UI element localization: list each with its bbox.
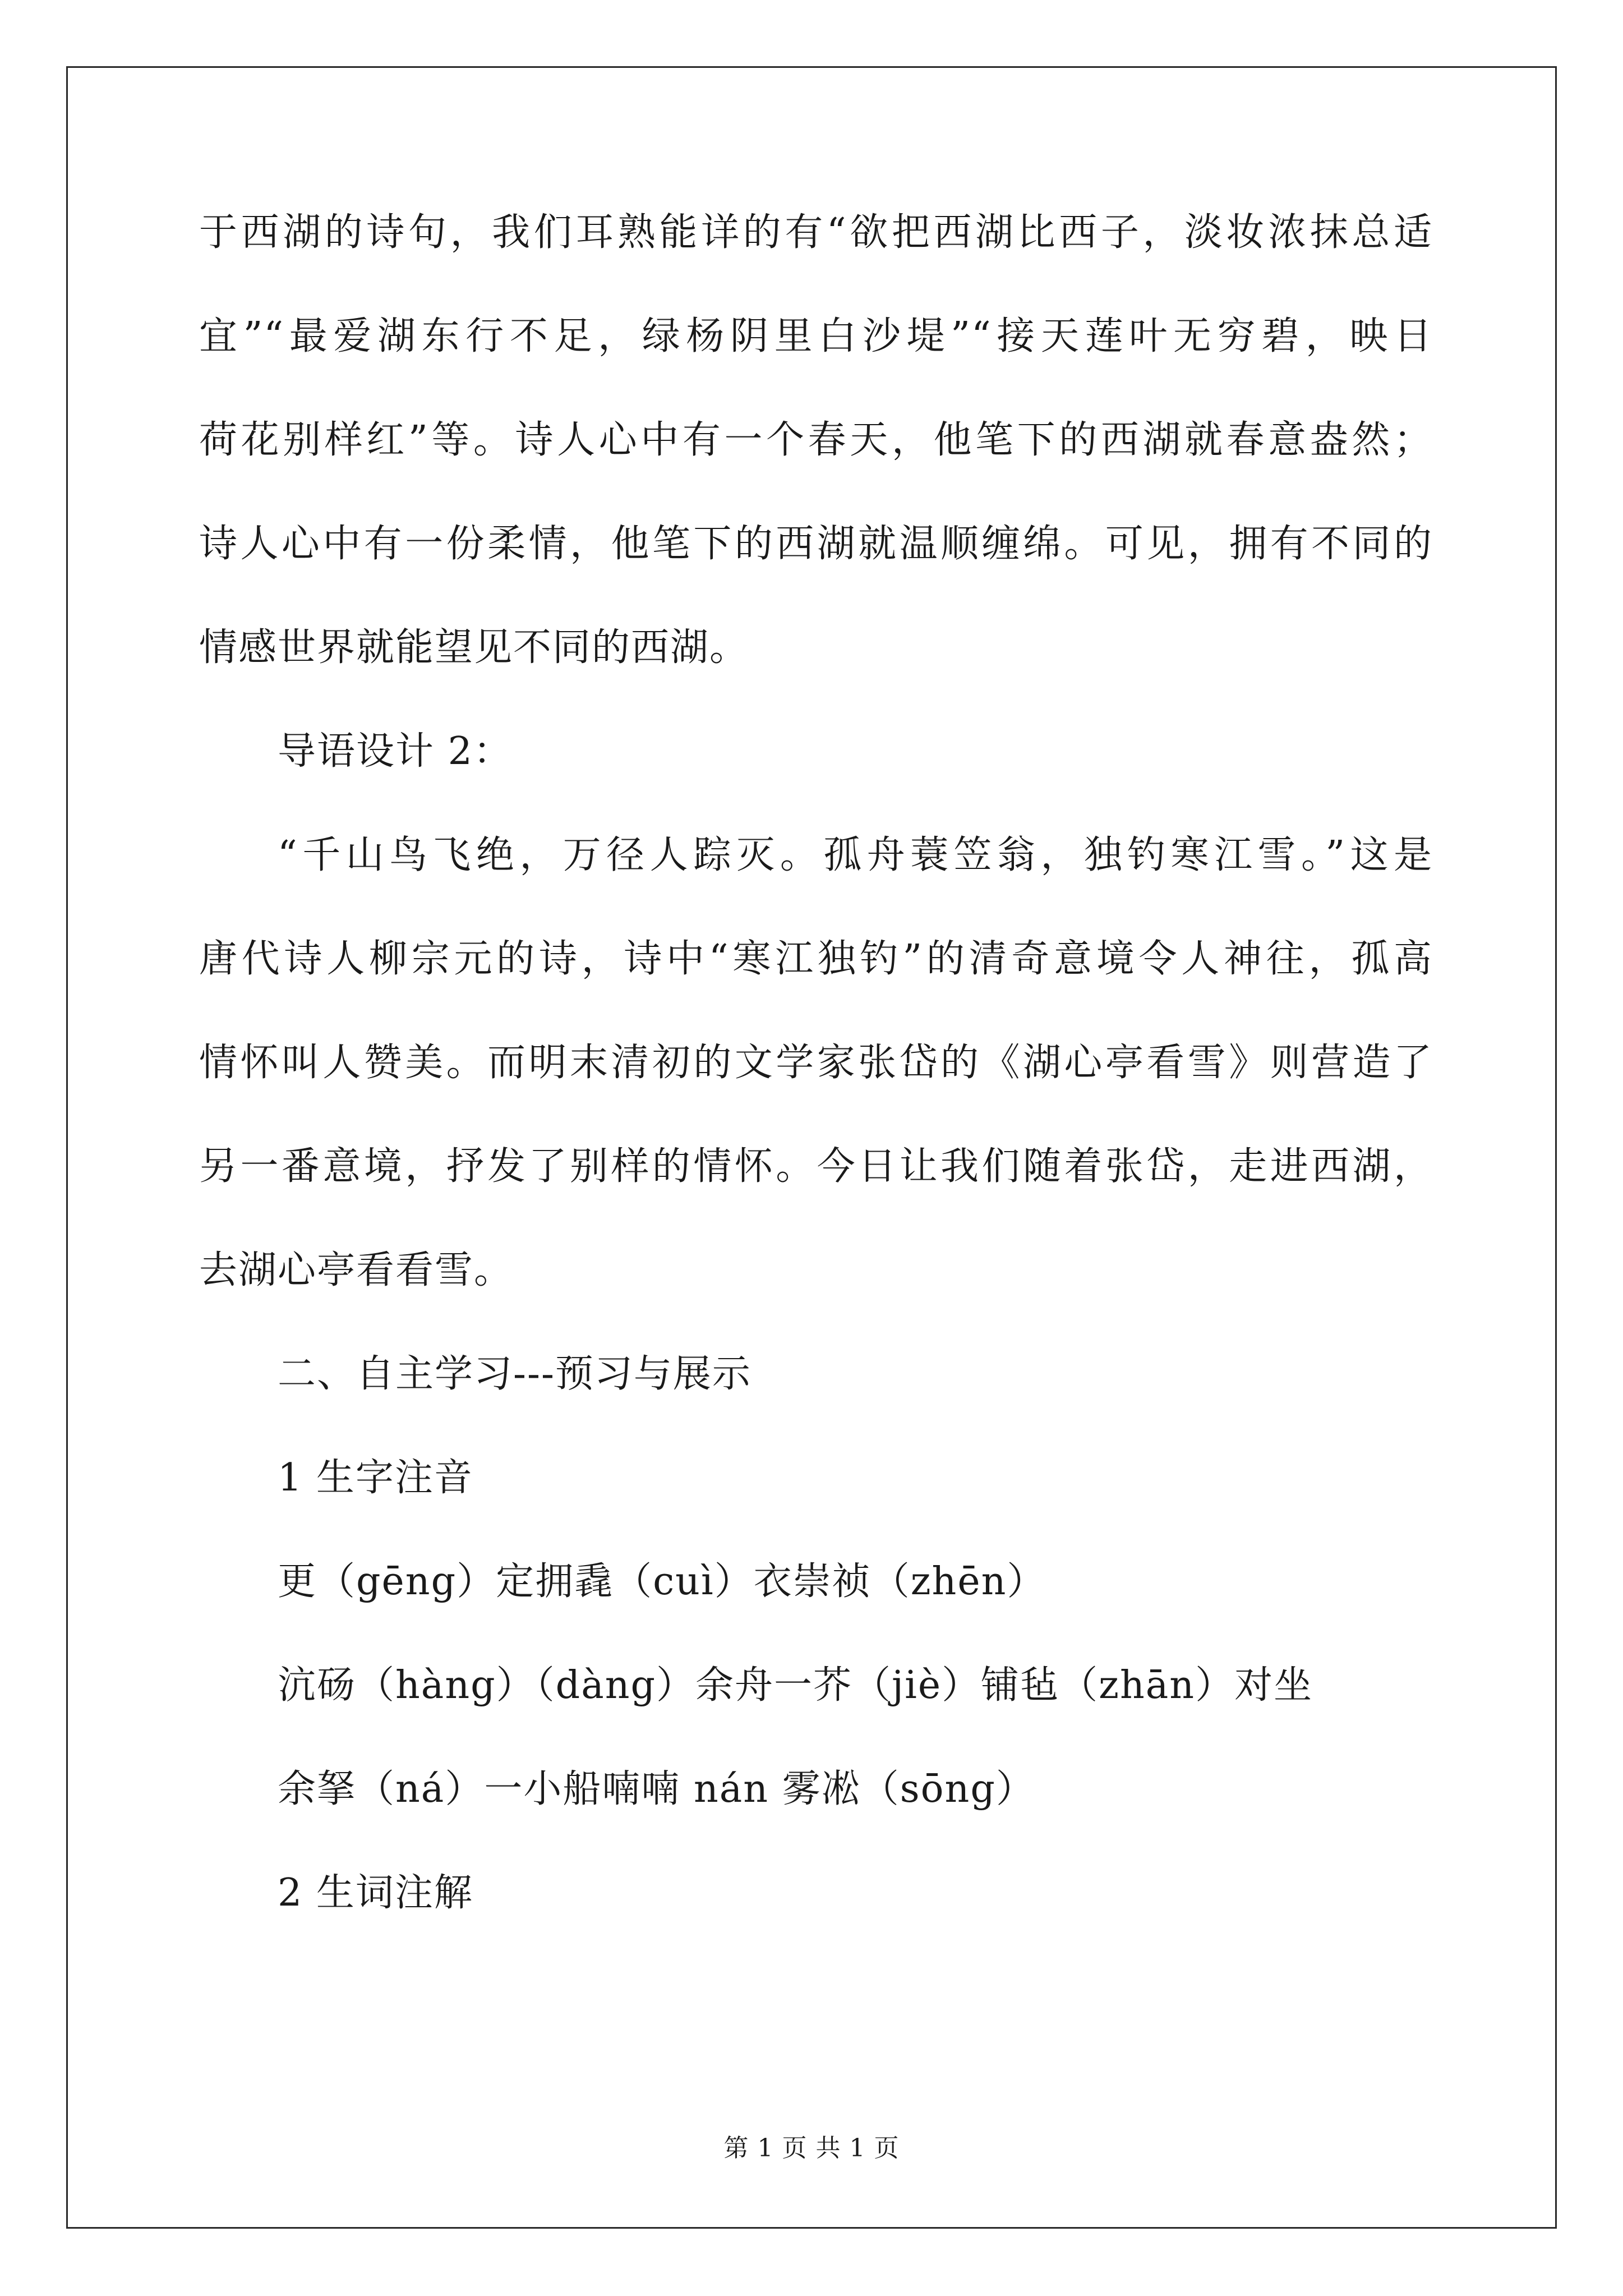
pronunciation-line-1: 更（gēng）定拥毳（cuì）衣崇祯（zhēn） (278, 1559, 1046, 1604)
paragraph-line-2: 宜”“最爱湖东行不足，绿杨阴里白沙堤”“接天莲叶无穷碧，映日 (199, 314, 1433, 358)
paragraph-line-5: 情感世界就能望见不同的西湖。 (199, 625, 749, 670)
subheading-vocabulary: 2 生词注解 (278, 1871, 473, 1915)
poem-paragraph-line-5: 去湖心亭看看雪。 (199, 1248, 514, 1292)
poem-paragraph-line-4: 另一番意境，抒发了别样的情怀。今日让我们随着张岱，走进西湖， (199, 1144, 1433, 1189)
page-footer: 第 1 页 共 1 页 (723, 2134, 900, 2162)
section-heading-intro-2: 导语设计 2： (278, 729, 513, 774)
poem-paragraph-line-1: “千山鸟飞绝，万径人踪灭。孤舟蓑笠翁，独钓寒江雪。”这是 (278, 833, 1433, 877)
subheading-pronunciation: 1 生字注音 (278, 1456, 473, 1500)
pronunciation-line-2: 沆砀（hàng）（dàng）余舟一芥（jiè）铺毡（zhān）对坐 (278, 1663, 1313, 1708)
pronunciation-line-3: 余拏（ná）一小船喃喃 nán 雾凇（sōng） (278, 1767, 1035, 1811)
section-heading-self-study: 二、自主学习---预习与展示 (278, 1352, 751, 1396)
poem-paragraph-line-3: 情怀叫人赞美。而明末清初的文学家张岱的《湖心亭看雪》则营造了 (199, 1041, 1433, 1085)
poem-paragraph-line-2: 唐代诗人柳宗元的诗，诗中“寒江独钓”的清奇意境令人神往，孤高 (199, 937, 1433, 981)
paragraph-line-4: 诗人心中有一份柔情，他笔下的西湖就温顺缠绵。可见，拥有不同的 (199, 522, 1433, 566)
paragraph-line-3: 荷花别样红”等。诗人心中有一个春天，他笔下的西湖就春意盎然； (199, 418, 1433, 462)
paragraph-line-1: 于西湖的诗句，我们耳熟能详的有“欲把西湖比西子，淡妆浓抹总适 (199, 210, 1433, 255)
